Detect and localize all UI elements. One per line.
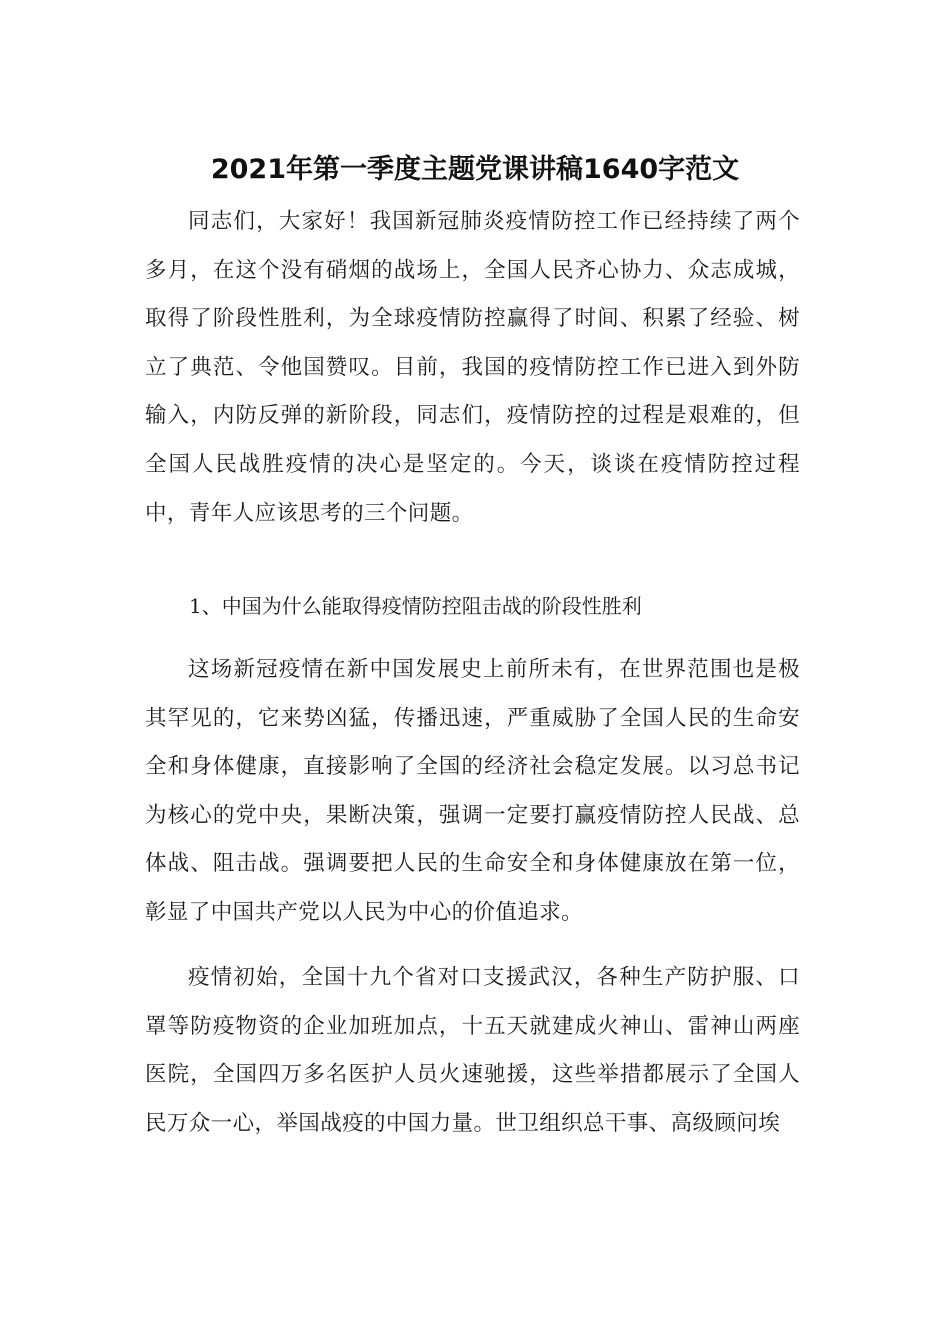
- paragraph-section-1b: 疫情初始，全国十九个省对口支援武汉，各种生产防护服、口罩等防疫物资的企业加班加点，十五天就建成火神山、雷神山两座医院，全国四万多名医护人员火速驰援，这些举措都展示了全国人民万众一心，举国战疫的中国力量。世卫组织总干事、高级顾问埃: [145, 965, 800, 1136]
- section-heading-1: 1、中国为什么能取得疫情防控阻击战的阶段性胜利: [189, 594, 642, 618]
- paragraph-intro: 同志们，大家好！我国新冠肺炎疫情防控工作已经持续了两个多月，在这个没有硝烟的战场上，全国人民齐心协力、众志成城，取得了阶段性胜利，为全球疫情防控赢得了时间、积累了经验、树立了典范、令他国赞叹。目前，我国的疫情防控工作已进入到外防输入，内防反弹的新阶段，同志们，疫情防控的过程是艰难的，但全国人民战胜疫情的决心是坚定的。今天，谈谈在疫情防控过程中，青年人应该思考的三个问题。: [145, 209, 800, 526]
- paragraph-section-1a: 这场新冠疫情在新中国发展史上前所未有，在世界范围也是极其罕见的，它来势凶猛，传播迅速，严重威胁了全国人民的生命安全和身体健康，直接影响了全国的经济社会稳定发展。以习总书记为核心的党中央，果断决策，强调一定要打赢疫情防控人民战、总体战、阻击战。强调要把人民的生命安全和身体健康放在第一位，彰显了中国共产党以人民为中心的价值追求。: [145, 657, 800, 925]
- document-title: 2021年第一季度主题党课讲稿1640字范文: [210, 154, 740, 185]
